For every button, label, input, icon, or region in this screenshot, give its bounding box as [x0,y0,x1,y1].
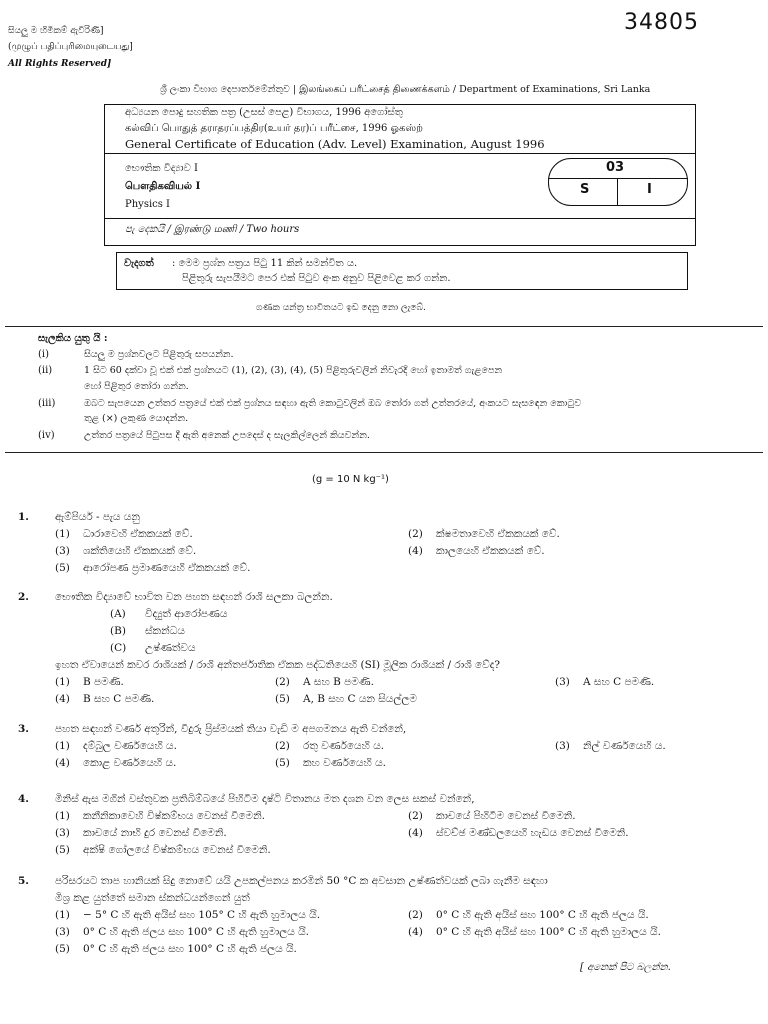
option-text: 0° C හි ඇති ජලය සහ 100° C හි ඇති හුමාලය යි. [83,926,310,938]
option-number: (4) [55,757,70,769]
option-number: (5) [55,844,70,856]
copyright-sinhala: සියලු ම හිමිකම් ඇවිරිණි] [8,26,104,36]
instruction-text: සියලු ම ප්‍රශ්නවලට පිළිතුරු සපයන්න. [84,349,234,360]
instruction-text: 1 සිට 60 දක්වා වූ එක් එක් ප්‍රශ්නයට (1), (2), (3), (4), (5) පිළිතුරුවලින් නිවැරදි හෝ ඉතාමත් ගැළපෙන [84,365,503,376]
exam-title-tamil: கல்விப் பொதுத் தராதரப்பத்திர(உயர் தர)ப் பரீட்சை, 1996 ஓகஸ்ற் [125,123,423,134]
option-text: A සහ C පමණි. [583,676,655,688]
option-text: කහ වර්ණයෙහි ය. [303,757,386,769]
list-item-text: උෂ්ණත්වය [145,642,196,654]
duration: පැ දෙකයි / இரண்டு மணி / Two hours [125,224,300,235]
option-number: (3) [555,740,570,752]
copyright-tamil: (முழுப் பதிப்புரிமையுடையது] [8,42,133,52]
question-stem-continued: ඉහත ඒවායෙන් කවර රාශියක් / රාශි අන්තර්ජාතික ඒකක පද්ධතියෙහි (SI) මූලික රාශියක් / රාශි වේද? [55,659,501,671]
copyright-english: All Rights Reserved] [8,59,112,69]
option-number: (4) [408,926,423,938]
option-text: ආරෝපණ ප්‍රමාණයෙහි ඒකකයක් වේ. [83,562,251,574]
option-text: A සහ B පමණි. [303,676,374,688]
option-text: B පමණි. [83,676,124,688]
option-text: කනීනිකාවෙහි විෂ්කම්භය වෙනස් වීමෙනි. [83,810,265,822]
subject-code-s: S [580,182,590,197]
serial-number: 34805 [624,10,699,35]
question-stem: භෞතික විද්‍යාවේ භාවිත වන පහත සඳහන් රාශි සලකා බලන්න. [55,591,333,603]
list-item-text: ස්කන්ධය [145,625,185,637]
divider-top [5,326,763,327]
question-stem: පහත සඳහන් වර්ණ අතුරින්, වීදුරු ප්‍රිස්මයක් තියා වැඩි ම අපගමනය ඇති වන්නේ, [55,723,407,735]
option-text: B සහ C පමණි. [83,693,155,705]
option-number: (5) [55,943,70,955]
option-number: (1) [55,676,70,688]
department-line: ශ්‍රී ලංකා විභාග දෙපාර්තමේන්තුව | இலங்கைப் பரீட்சைத் திணைக்களம் / Department of Examinations, Sri Lanka [160,84,651,95]
question-number: 4. [18,793,29,805]
note-label: වැදගත් [124,258,154,269]
option-text: කාචයේ නාභි දුර වෙනස් වීමෙනි. [83,827,227,839]
option-number: (3) [55,545,70,557]
option-text: 0° C හි ඇති අයිස් සහ 100° C හි ඇති ජලය යි. [436,909,649,921]
option-number: (5) [275,757,290,769]
question-number: 2. [18,591,29,603]
question-number: 5. [18,875,29,887]
subject-code-i: I [647,182,652,197]
question-number: 3. [18,723,29,735]
list-item-label: (B) [110,625,126,637]
option-number: (3) [55,926,70,938]
option-text: නිල් වර්ණයෙහි ය. [583,740,666,752]
option-number: (1) [55,740,70,752]
divider-bottom [5,452,763,453]
option-number: (2) [408,528,423,540]
option-text: කාලයෙහි ඒකකයක් වේ. [436,545,545,557]
subject-tamil: பௌதிகவியல் I [125,181,201,192]
subject-english: Physics I [125,199,171,210]
instruction-number: (ii) [38,365,53,376]
instruction-number: (iv) [38,430,55,441]
question-stem: ඇම්පියර් - පැය යනු [55,511,140,523]
note-line-2: පිළිතුරු සැපයීමට පෙර එක් පිටුව අංක අනුව පිළිවෙළ කර ගන්න. [182,273,451,284]
exam-title-sinhala: අධ්‍යයන පොදු සහතික පත්‍ර (උසස් පෙළ) විභාගය, 1996 අගෝස්තු [125,107,403,118]
option-number: (4) [408,827,423,839]
list-item-text: විද්‍යුත් ආරෝපණය [145,608,228,620]
subject-sinhala: භෞතික විද්‍යාව I [125,163,198,174]
question-number: 1. [18,511,29,523]
question-stem-continued: මිශ්‍ර කළ යුත්තේ සමාන ස්කන්ධයන්ගෙන් යුත් [55,892,250,904]
option-number: (5) [55,562,70,574]
instruction-text: ඔබට සැපයෙන උත්තර පත්‍රයේ එක් එක් ප්‍රශ්නය සඳහා ඇති කොටුවලින් ඔබ තෝරා ගත් උත්තරයේ, අංකයට සැසඳෙන කොටුව [84,398,582,409]
instructions-heading: සැලකිය යුතු යි : [38,333,108,344]
question-stem: පරිසරයට තාප හානියක් සිදු නොවේ යයි උපකල්පනය කරමින් 50 °C ක අවසාන උෂ්ණත්වයක් ලබා ගැනීම සඳහා [55,875,548,887]
option-number: (5) [275,693,290,705]
option-text: 0° C හි ඇති අයිස් සහ 100° C හි ඇති හුමාලය යි. [436,926,661,938]
exam-title-english: General Certificate of Education (Adv. Level) Examination, August 1996 [125,137,545,151]
option-number: (4) [408,545,423,557]
instruction-number: (iii) [38,398,56,409]
option-number: (4) [55,693,70,705]
option-text: ක්ෂමතාවෙහි ඒකකයක් වේ. [436,528,560,540]
option-number: (2) [408,909,423,921]
subject-code: 03 [606,160,625,175]
turn-over-note: [ අනෙක් පිට බලන්න. [580,962,671,973]
option-text: අක්ෂි ගෝලයේ විෂ්කම්භය වෙනස් වීමෙනි. [83,844,271,856]
option-number: (2) [275,676,290,688]
option-text: ශක්තියෙහි ඒකකයක් වේ. [83,545,197,557]
option-text: ධාරාවෙහි ඒකකයක් වේ. [83,528,193,540]
note-line-1: : මෙම ප්‍රශ්න පත්‍රය පිටු 11 කින් සමන්විත ය. [172,258,358,269]
instruction-text: හෝ පිළිතුර තෝරා ගන්න. [84,381,189,392]
option-number: (2) [275,740,290,752]
option-number: (3) [55,827,70,839]
option-text: රතු වර්ණයෙහි ය. [303,740,385,752]
instruction-text: තුළ (×) ලකුණ යොදන්න. [84,413,189,424]
question-stem: මිනිස් ඇස මගින් වස්තුවක ප්‍රතිබිම්බයේ පිහිටීම දෘෂ්ටි විතානය මත දශන වන ලෙස සකස් වන්නේ, [55,793,475,805]
option-number: (1) [55,528,70,540]
instruction-number: (i) [38,349,50,360]
option-text: A, B සහ C යන සියල්ලම [303,693,417,705]
instruction-text: උත්තර පත්‍රයේ පිටුපස දී ඇති අනෙක් උපදෙස් ද සැලකිල්ලෙන් කියවන්න. [84,430,370,441]
option-number: (3) [555,676,570,688]
option-number: (1) [55,810,70,822]
gravity-constant: (g = 10 N kg⁻¹) [312,474,389,485]
list-item-label: (C) [110,642,127,654]
option-text: කාචයේ පිහිටීම වෙනස් වීමෙනි. [436,810,576,822]
option-number: (2) [408,810,423,822]
list-item-label: (A) [110,608,126,620]
option-text: ස්වච්ඡ මණ්ඩලයෙහි හැඩය වෙනස් වීමෙනි. [436,827,629,839]
option-text: 0° C හි ඇති ජලය සහ 100° C හි ඇති ජලය යි. [83,943,297,955]
option-number: (1) [55,909,70,921]
option-text: කොළ වර්ණයෙහි ය. [83,757,177,769]
option-text: දම්බුල වර්ණයෙහි ය. [83,740,177,752]
calculator-note: ගණක යන්ත්‍ර භාවිතයට ඉඩ දෙනු නො ලැබේ. [256,303,426,313]
option-text: − 5° C හි ඇති අයිස් සහ 105° C හි ඇති හුමාලය යි. [83,909,321,921]
